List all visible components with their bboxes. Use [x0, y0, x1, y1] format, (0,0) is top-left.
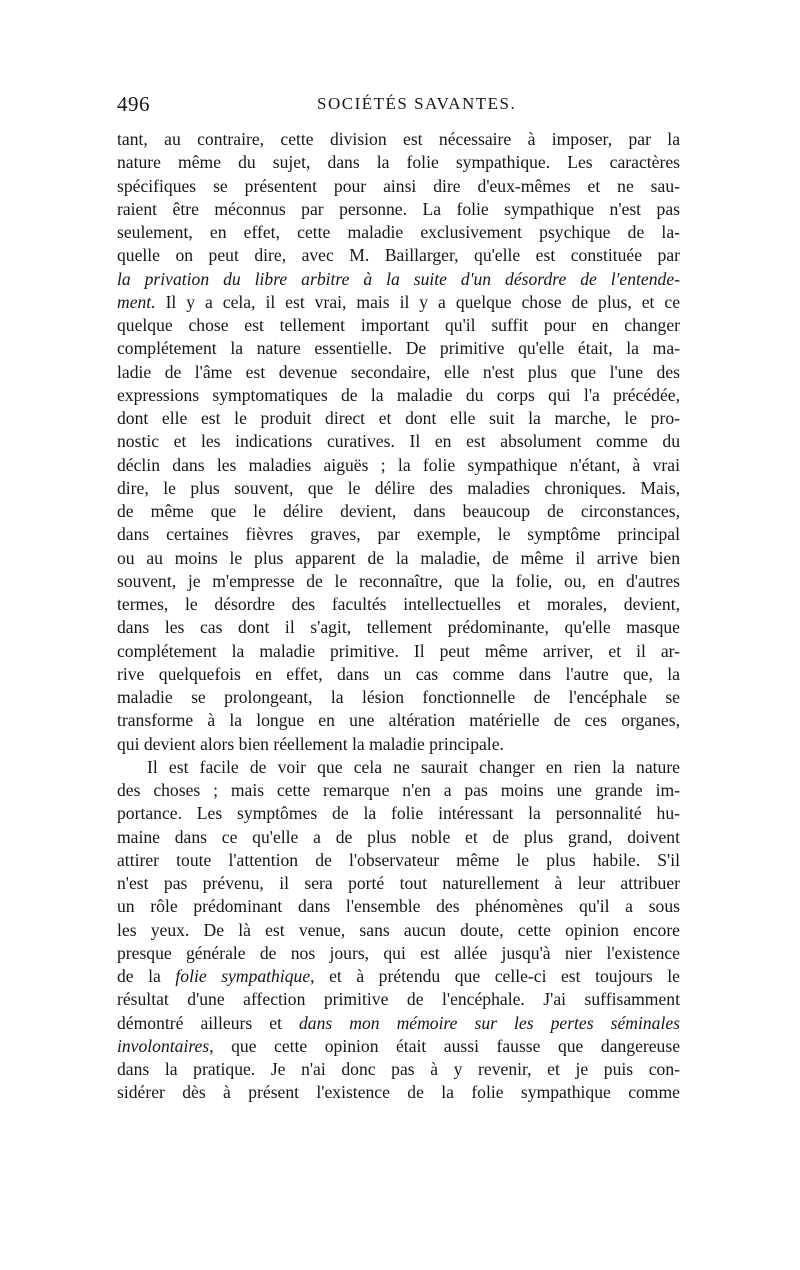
text-line: des choses ; mais cette remarque n'en a pas moins une grande im-	[117, 780, 680, 800]
text-line: quelque chose est tellement important qu'il suffit pour en changer	[117, 315, 680, 335]
text-line: rive quelquefois en effet, dans un cas comme dans l'autre que, la	[117, 663, 680, 684]
text-line: de même que le délire devient, dans beaucoup de circonstances,	[117, 501, 680, 521]
text-line: quelle on peut dire, avec M. Baillarger, qu'elle est constituée par	[117, 245, 680, 266]
text-line: n'est pas prévenu, il sera porté tout naturellement à leur attribuer	[117, 873, 680, 893]
italic-quote: ment.	[117, 291, 156, 312]
text-line: résultat d'une affection primitive de l'encéphale. J'ai suffisamment	[117, 989, 680, 1010]
text-line: attirer toute l'attention de l'observateur même le plus habile. S'il	[117, 849, 680, 870]
text-line: dans la pratique. Je n'ai donc pas à y revenir, et je puis con-	[117, 1059, 680, 1079]
text-segment: Il y a cela, il est vrai, mais il y a quelque chose de plus, et ce	[155, 291, 680, 312]
italic-term: folie sympathique	[175, 966, 311, 986]
text-line: dans les cas dont il s'agit, tellement prédominante, qu'elle masque	[117, 617, 680, 638]
text-line: raient être méconnus par personne. La folie sympathique n'est pas	[117, 198, 680, 219]
text-line: termes, le désordre des facultés intellectuelles et morales, devient,	[117, 594, 680, 614]
text-line: presque générale de nos jours, qui est allée jusqu'à nier l'existence	[117, 942, 680, 963]
running-title: SOCIÉTÉS SAVANTES.	[317, 94, 517, 113]
running-head	[117, 92, 677, 120]
text-segment: de la	[117, 966, 176, 986]
text-line	[117, 268, 680, 291]
text-line: complétement la nature essentielle. De primitive qu'elle était, la ma-	[117, 338, 680, 359]
text-line	[117, 291, 680, 314]
body-text	[117, 128, 680, 1105]
text-segment: , et à prétendu que celle-ci est toujours le	[310, 966, 680, 986]
text-line: tant, au contraire, cette division est nécessaire à imposer, par la	[117, 129, 680, 149]
text-line: qui devient alors bien réellement la maladie principale.	[117, 733, 504, 754]
text-line: transforme à la longue en une altération matérielle de ces organes,	[117, 710, 680, 731]
text-line: portance. Les symptômes de la folie intéressant la personnalité hu-	[117, 803, 680, 824]
text-line: dans certaines fièvres graves, par exemple, le symptôme principal	[117, 524, 680, 545]
text-line: souvent, je m'empresse de le reconnaître, que la folie, ou, en d'autres	[117, 570, 680, 591]
text-line: nature même du sujet, dans la folie sympathique. Les caractères	[117, 152, 680, 173]
text-line: expressions symptomatiques de la maladie du corps qui l'a précédée,	[117, 384, 680, 405]
text-line: complétement la maladie primitive. Il peut même arriver, et il ar-	[117, 640, 680, 661]
text-line	[117, 1035, 680, 1058]
text-line: dire, le plus souvent, que le délire des maladies chroniques. Mais,	[117, 477, 680, 498]
text-line	[117, 965, 680, 988]
text-line: un rôle prédominant dans l'ensemble des phénomènes qu'il a sous	[117, 896, 680, 917]
text-line: seulement, en effet, cette maladie exclusivement psychique de la-	[117, 222, 680, 242]
text-line	[117, 1012, 680, 1035]
italic-title: dans mon mémoire sur les pertes séminales	[299, 1012, 680, 1033]
text-line: sidérer dès à présent l'existence de la folie sympathique comme	[117, 1082, 680, 1103]
text-line: nostic et les indications curatives. Il en est absolument comme du	[117, 431, 680, 452]
text-line: les yeux. De là est venue, sans aucun doute, cette opinion encore	[117, 919, 680, 940]
text-line: maine dans ce qu'elle a de plus noble et de plus grand, doivent	[117, 826, 680, 847]
text-segment: , que cette opinion était aussi fausse que dangereuse	[209, 1035, 680, 1056]
text-line: maladie se prolongeant, la lésion fonctionnelle de l'encéphale se	[117, 687, 680, 707]
text-line: ladie de l'âme est devenue secondaire, elle n'est plus que l'une des	[117, 361, 680, 382]
text-line: spécifiques se présentent pour ainsi dire d'eux-mêmes et ne sau-	[117, 175, 680, 196]
page-number: 496	[117, 92, 150, 116]
italic-quote: la privation du libre arbitre à la suite d'un désordre de l'entende-	[117, 268, 680, 289]
text-line: dont elle est le produit direct et dont elle suit la marche, le pro-	[117, 408, 680, 428]
text-segment: démontré ailleurs et	[117, 1012, 299, 1033]
text-line: ou au moins le plus apparent de la maladie, de même il arrive bien	[117, 547, 680, 568]
text-line: Il est facile de voir que cela ne saurait changer en rien la nature	[147, 756, 680, 777]
italic-title: involontaires	[117, 1035, 210, 1056]
text-line: déclin dans les maladies aiguës ; la folie sympathique n'étant, à vrai	[117, 454, 680, 475]
